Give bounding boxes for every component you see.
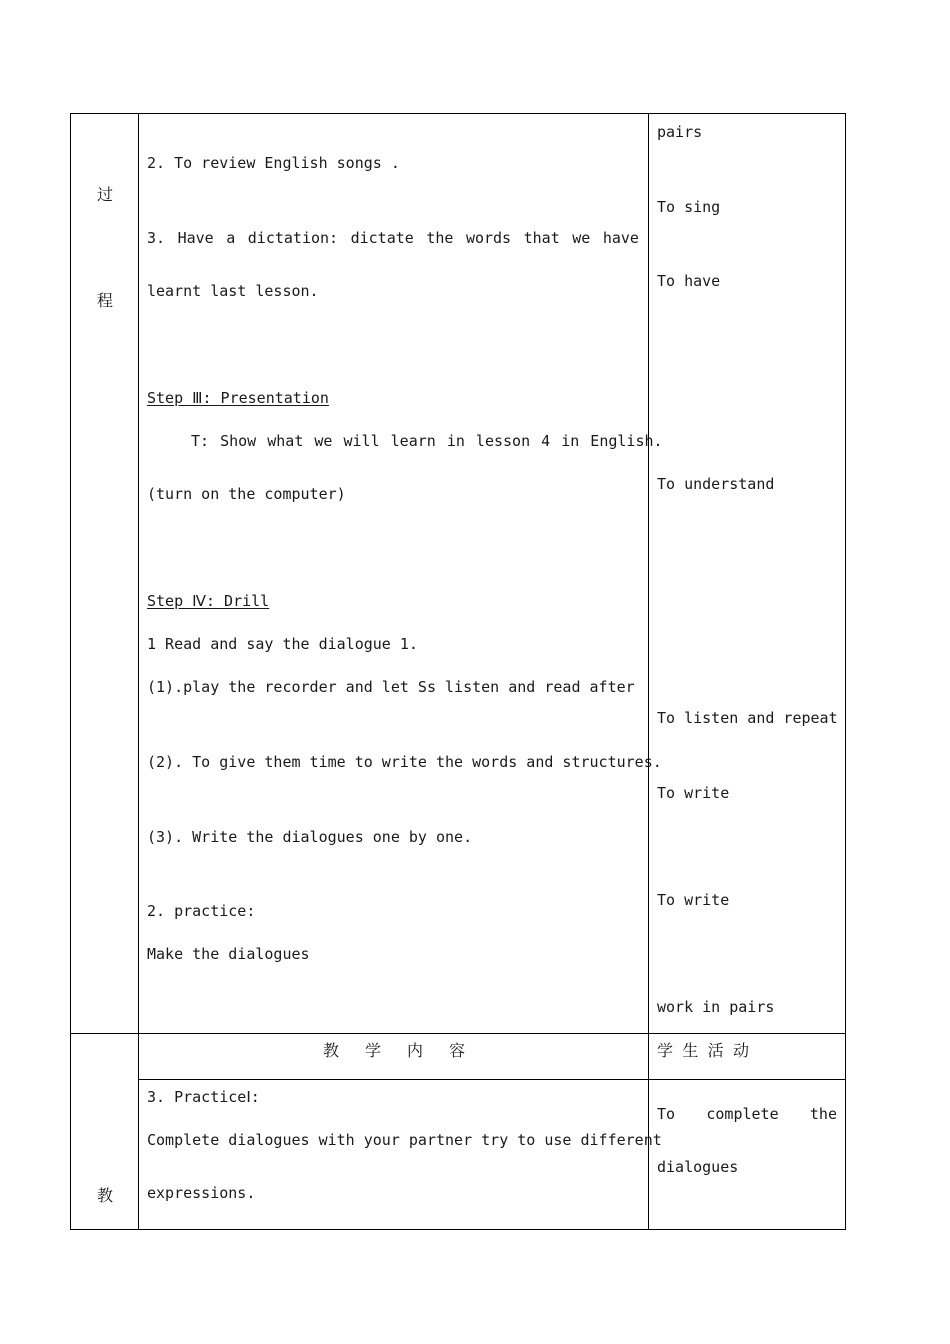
- word: the: [809, 1105, 837, 1123]
- table-top-border: [70, 113, 846, 114]
- header-char: 生: [682, 1041, 699, 1060]
- activity-pairs: pairs: [657, 123, 703, 141]
- header-student-activity: [657, 1042, 749, 1060]
- drill-item1: 1 Read and say the dialogue 1.: [147, 635, 418, 653]
- table-left-border: [70, 113, 71, 1230]
- practice-heading: 2. practice:: [147, 902, 256, 920]
- content-item3-line: [147, 229, 639, 247]
- activity-write-1: To write: [657, 784, 730, 802]
- practice1-line: Complete dialogues with your partner try to use different: [147, 1131, 662, 1149]
- label-guo: 过: [97, 185, 114, 204]
- word: we: [572, 229, 591, 247]
- table-right-border: [845, 113, 846, 1230]
- word: a: [226, 229, 236, 247]
- header-char: 学: [657, 1041, 674, 1060]
- activity-write-2: To write: [657, 891, 730, 909]
- step3-line2: (turn on the computer): [147, 485, 346, 503]
- activity-have: To have: [657, 272, 721, 290]
- practice-make: Make the dialogues: [147, 945, 310, 963]
- word: the: [426, 229, 454, 247]
- word: that: [523, 229, 560, 247]
- activity-work-pairs: work in pairs: [657, 998, 775, 1016]
- word: dictation:: [247, 229, 339, 247]
- activity-complete-line: [657, 1105, 837, 1123]
- activity-dialogues: dialogues: [657, 1158, 739, 1176]
- column-divider-activity: [648, 113, 649, 1230]
- word: 3.: [147, 229, 166, 247]
- table-bottom-border: [70, 1229, 846, 1230]
- header-char: 动: [732, 1041, 749, 1060]
- drill-item-b: (2). To give them time to write the words and structures.: [147, 753, 662, 771]
- practice1-heading: 3. PracticeⅠ:: [147, 1088, 260, 1106]
- practice1-expressions: expressions.: [147, 1184, 256, 1202]
- header-char: 容: [448, 1041, 465, 1060]
- drill-item-c: (3). Write the dialogues one by one.: [147, 828, 473, 846]
- column-divider-label: [138, 113, 139, 1230]
- step3-line1: T: Show what we will learn in lesson 4 in English.: [191, 432, 663, 450]
- header-char: 活: [707, 1041, 724, 1060]
- content-item3-continued: learnt last lesson.: [147, 282, 319, 300]
- word: To: [657, 1105, 676, 1123]
- row-divider-process-end: [70, 1033, 846, 1034]
- activity-sing: To sing: [657, 198, 721, 216]
- activity-listen: To listen and repeat: [657, 709, 838, 727]
- drill-item-a: (1).play the recorder and let Ss listen and read after: [147, 678, 635, 696]
- header-char: 教: [323, 1041, 340, 1060]
- header-teaching-content: [323, 1042, 465, 1060]
- word: words: [465, 229, 512, 247]
- header-char: 学: [364, 1041, 381, 1060]
- row-divider-header-end: [138, 1079, 846, 1080]
- word: have: [602, 229, 639, 247]
- content-item2: 2. To review English songs .: [147, 154, 400, 172]
- step3-heading: Step Ⅲ: Presentation: [147, 389, 329, 407]
- word: Have: [177, 229, 214, 247]
- activity-understand: To understand: [657, 475, 775, 493]
- word: dictate: [350, 229, 414, 247]
- label-cheng: 程: [97, 291, 114, 310]
- header-char: 内: [406, 1041, 423, 1060]
- label-jiao: 教: [97, 1186, 114, 1205]
- step4-heading: Step Ⅳ: Drill: [147, 592, 270, 610]
- word: complete: [706, 1105, 779, 1123]
